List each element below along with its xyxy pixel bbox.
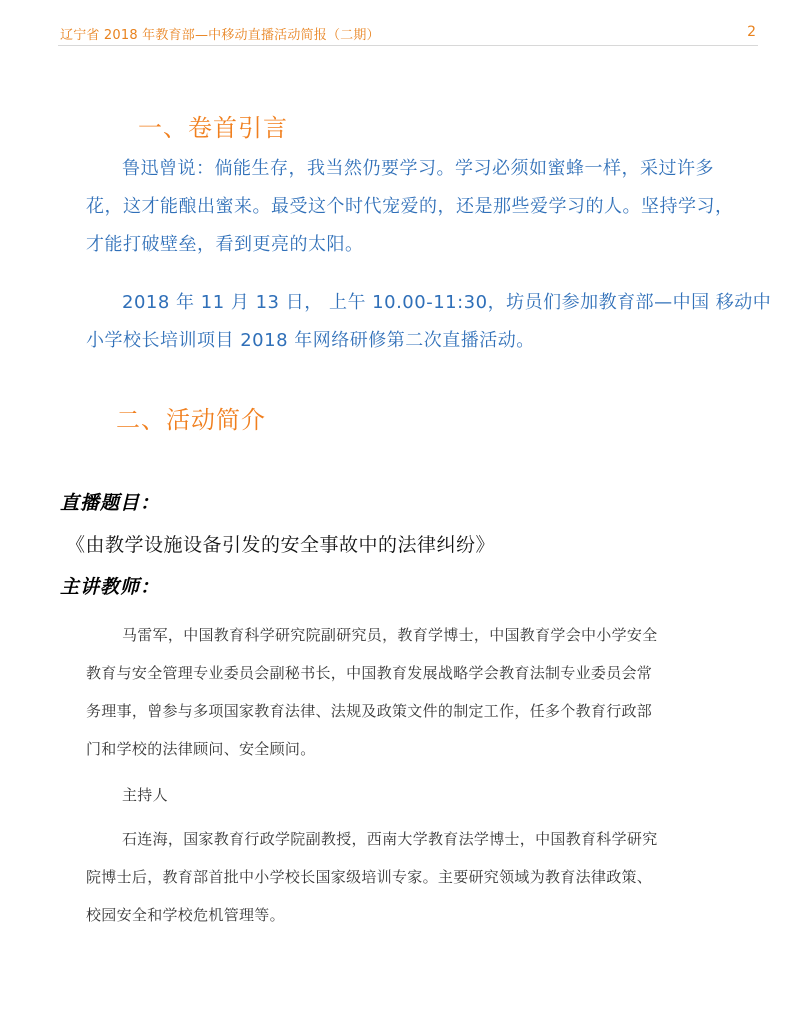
event-paragraph (86, 284, 772, 360)
quote-line: 花，这才能酿出蜜来。最受这个时代宠爱的，还是那些爱学习的人。坚持学习， (86, 196, 734, 217)
quote-line: 才能打破壁垒，看到更亮的太阳。 (86, 234, 364, 255)
speaker-bio-line: 门和学校的法律顾问、安全顾问。 (86, 740, 316, 758)
speaker-bio-line: 马雷军，中国教育科学研究院副研究员，教育学博士，中国教育学会中小学安全 (122, 626, 658, 644)
speaker-bio-paragraph (86, 616, 766, 768)
host-label: 主持人 (122, 786, 168, 804)
page-number: 2 (747, 24, 756, 40)
event-line: 小学校长培训项目 2018 年网络研修第二次直播活动。 (86, 330, 535, 351)
speaker-bio-line: 教育与安全管理专业委员会副秘书长，中国教育发展战略学会教育法制专业委员会常 (86, 664, 653, 682)
quote-paragraph (86, 150, 746, 264)
section-heading-intro: 一、卷首引言 (138, 114, 288, 142)
live-topic-title: 《由教学设施设备引发的安全事故中的法律纠纷》 (66, 534, 496, 556)
speaker-bio-line: 务理事，曾参与多项国家教育法律、法规及政策文件的制定工作，任多个教育行政部 (86, 702, 653, 720)
quote-line: 鲁迅曾说：倘能生存，我当然仍要学习。学习必须如蜜蜂一样，采过许多 (122, 158, 714, 179)
section-heading-activity: 二、活动简介 (116, 406, 266, 434)
host-bio-paragraph (86, 820, 766, 934)
live-topic-label: 直播题目： (60, 492, 161, 514)
speaker-label: 主讲教师： (60, 576, 161, 598)
header-divider (58, 45, 758, 46)
host-bio-line: 校园安全和学校危机管理等。 (86, 906, 285, 924)
host-bio-line: 石连海，国家教育行政学院副教授，西南大学教育法学博士，中国教育科学研究 (122, 830, 658, 848)
host-label-paragraph (86, 776, 766, 814)
event-line: 2018 年 11 月 13 日， 上午 10.00-11:30，坊员们参加教育部—中国 移动中 (122, 292, 772, 313)
host-bio-line: 院博士后，教育部首批中小学校长国家级培训专家。主要研究领域为教育法律政策、 (86, 868, 653, 886)
running-header-title: 辽宁省 2018 年教育部—中移动直播活动简报（二期） (60, 28, 380, 43)
